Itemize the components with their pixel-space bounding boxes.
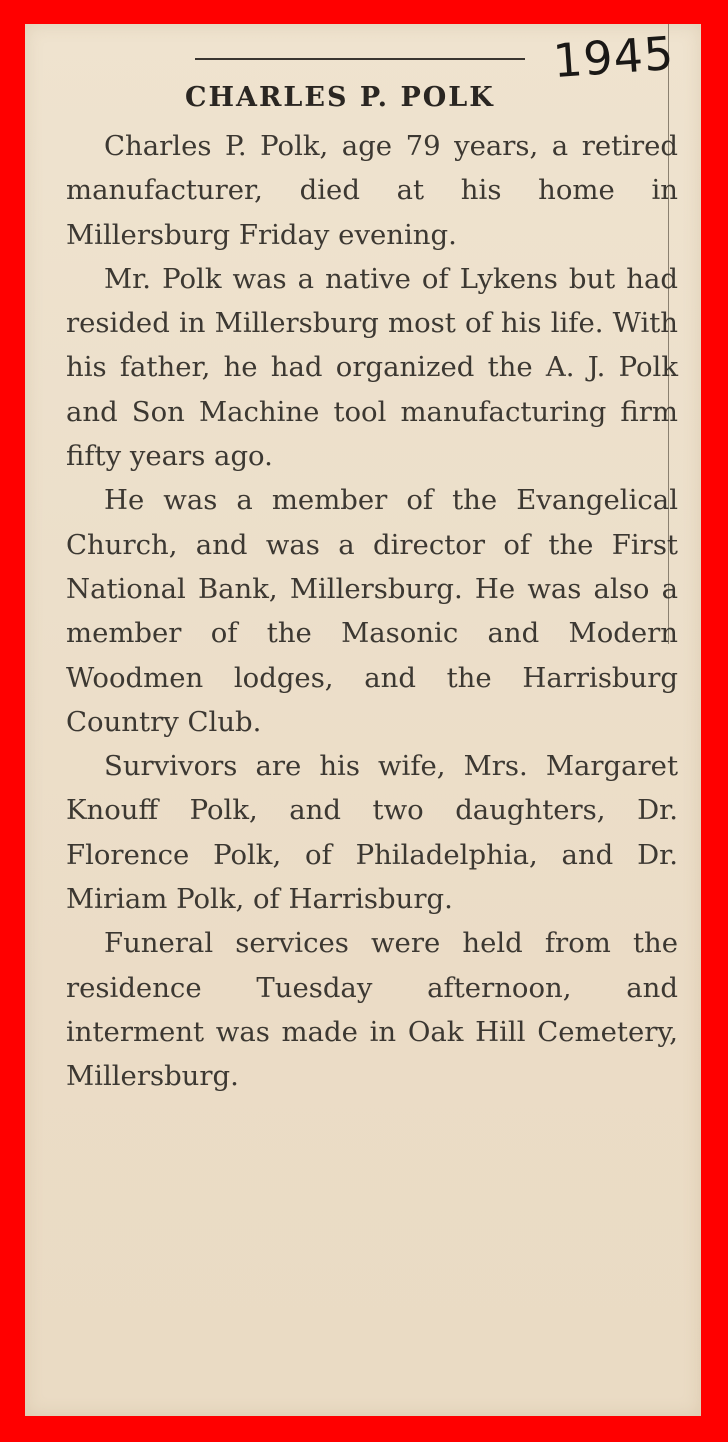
paragraph-survivors: Survivors are his wife, Mrs. Margaret Knouff Polk, and two daughters, Dr. Florence Polk, of Philadelphia, and Dr. Miriam Polk, of Harrisburg.: [66, 750, 678, 916]
obituary-headline: CHARLES P. POLK: [185, 82, 495, 113]
headline-rule: [195, 58, 525, 60]
paragraph-memberships: He was a member of the Evangelical Church, and was a director of the First National Bank, Millersburg. He was also a member of the Masonic and Modern Woodmen lodges, and the Harrisburg Country Club.: [66, 484, 678, 738]
paragraph-death-notice: Charles P. Polk, age 79 years, a retired manufacturer, died at his home in Millersburg Friday evening.: [66, 130, 678, 251]
newspaper-clipping: [25, 24, 701, 1416]
paragraph-funeral: Funeral services were held from the residence Tuesday afternoon, and interment was made in Oak Hill Cemetery, Millersburg.: [66, 927, 678, 1093]
paragraph-biography: Mr. Polk was a native of Lykens but had resided in Millersburg most of his life. With his father, he had organized the A. J. Polk and Son Machine tool manufacturing firm fifty years ago.: [66, 262, 678, 473]
handwritten-year: 1945: [551, 25, 676, 89]
obituary-body: [66, 124, 678, 1099]
